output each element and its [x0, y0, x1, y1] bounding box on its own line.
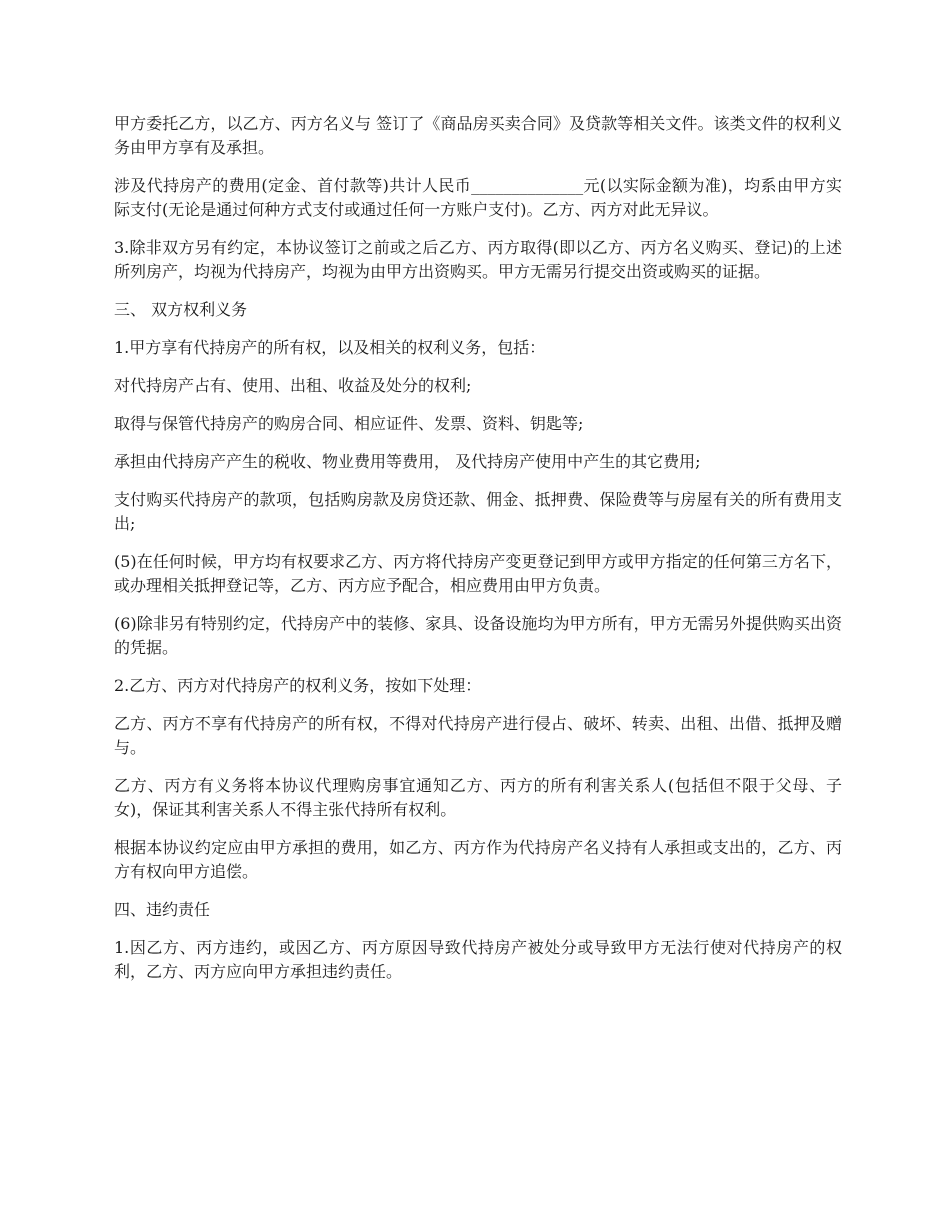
list-item: 承担由代持房产产生的税收、物业费用等费用， 及代持房产使用中产生的其它费用; — [114, 452, 701, 471]
paragraph: 3.除非双方另有约定，本协议签订之前或之后乙方、丙方取得(即以乙方、丙方名义购买、登记)的上述所列房产，均视为代持房产，均视为由甲方出资购买。甲方无需另行提交出资或购买的证据。 — [114, 238, 842, 281]
document-body — [114, 112, 842, 998]
list-item: (5)在任何时候，甲方均有权要求乙方、丙方将代持房产变更登记到甲方或甲方指定的任何第三方名下，或办理相关抵押登记等，乙方、丙方应予配合，相应费用由甲方负责。 — [114, 552, 842, 595]
paragraph: 1.甲方享有代持房产的所有权，以及相关的权利义务，包括： — [114, 338, 546, 357]
list-item: 乙方、丙方不享有代持房产的所有权，不得对代持房产进行侵占、破坏、转卖、出租、出借、抵押及赠与。 — [114, 714, 842, 757]
list-item: 取得与保管代持房产的购房合同、相应证件、发票、资料、钥匙等; — [114, 414, 584, 433]
list-item: (6)除非另有特别约定，代持房产中的装修、家具、设备设施均为甲方所有，甲方无需另外提供购买出资的凭据。 — [114, 614, 842, 657]
list-item: 乙方、丙方有义务将本协议代理购房事宜通知乙方、丙方的所有利害关系人(包括但不限于父母、子女)，保证其利害关系人不得主张代持所有权利。 — [114, 776, 842, 819]
list-item: 根据本协议约定应由甲方承担的费用，如乙方、丙方作为代持房产名义持有人承担或支出的，乙方、丙方有权向甲方追偿。 — [114, 838, 842, 881]
paragraph: 2.乙方、丙方对代持房产的权利义务，按如下处理： — [114, 676, 482, 695]
section-heading: 三、 双方权利义务 — [114, 300, 248, 319]
paragraph: 涉及代持房产的费用(定金、首付款等)共计人民币______________元(以实际金额为准)，均系由甲方实际支付(无论是通过何种方式支付或通过任何一方账户支付)。乙方、丙方对此无异议。 — [114, 176, 842, 219]
list-item: 支付购买代持房产的款项，包括购房款及房贷还款、佣金、抵押费、保险费等与房屋有关的所有费用支出; — [114, 490, 842, 533]
paragraph: 1.因乙方、丙方违约，或因乙方、丙方原因导致代持房产被处分或导致甲方无法行使对代持房产的权利，乙方、丙方应向甲方承担违约责任。 — [114, 938, 842, 981]
section-heading: 四、违约责任 — [114, 900, 211, 919]
paragraph: 甲方委托乙方，以乙方、丙方名义与 签订了《商品房买卖合同》及贷款等相关文件。该类文件的权利义务由甲方享有及承担。 — [114, 114, 842, 157]
list-item: 对代持房产占有、使用、出租、收益及处分的权利; — [114, 376, 472, 395]
